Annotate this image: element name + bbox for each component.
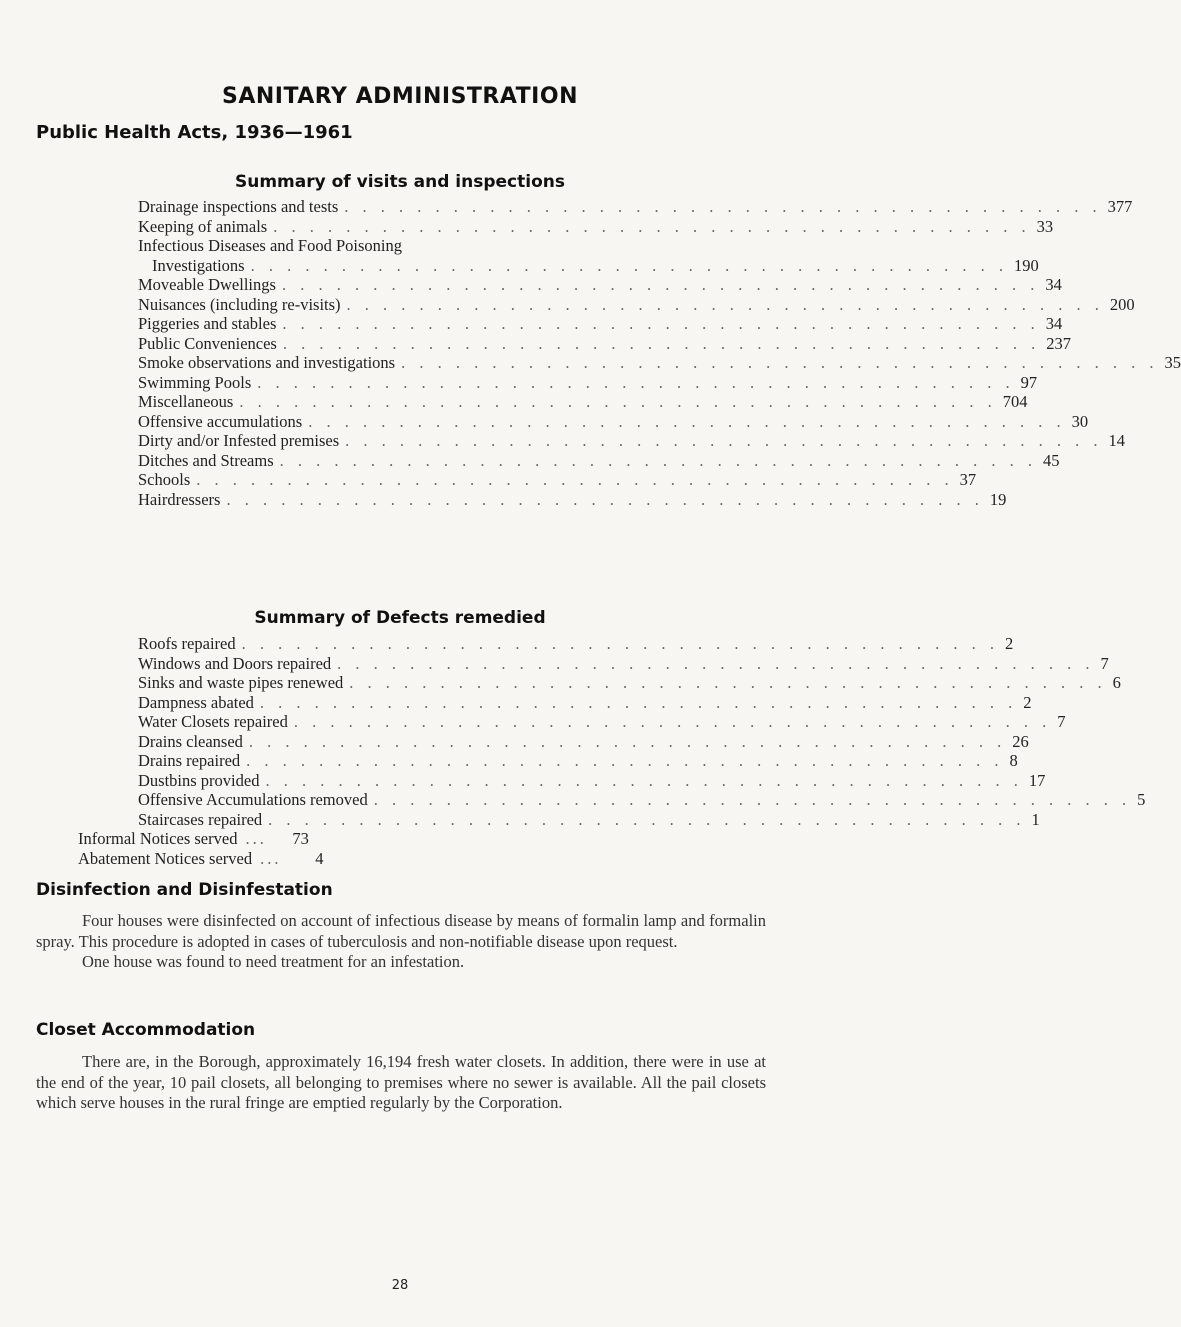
dot-leader: . . . . . . . . . . . . . . . . . . . . . . . . . . . . . . . . . . . . . . . . . . xyxy=(241,634,999,653)
list-item xyxy=(138,411,1089,432)
dot-leader: . . . . . . . . . . . . . . . . . . . . . . . . . . . . . . . . . . . . . . . . . . xyxy=(259,692,1018,712)
list-item xyxy=(138,197,1133,217)
dot-leader: . . . . . . . . . . . . . . . . . . . . . . . . . . . . . . . . . . . . . . . . . . xyxy=(346,294,1104,314)
list-item xyxy=(138,353,1181,373)
item-value: 34 xyxy=(1045,275,1062,294)
item-value: 7 xyxy=(1057,712,1066,731)
list-item xyxy=(138,809,1040,830)
item-label: Public Conveniences xyxy=(138,333,277,353)
item-value: 17 xyxy=(1028,770,1046,790)
visits-list xyxy=(138,197,1181,509)
dot-leader: . . . . . . . . . . . . . . . . . . . . . . . . . . . . . . . . . . . . . . . . . . xyxy=(279,450,1038,470)
dot-leader: . . . . . . . . . . . . . . . . . . . . . . . . . . . . . . . . . . . . . . . . . . xyxy=(281,275,1040,294)
disinfection-paragraph-2: One house was found to need treatment for an infestation. xyxy=(82,952,465,971)
dot-leader: . . . . . . . . . . . . . . . . . . . . . . . . . . . . . . . . . . . . . . . . . . xyxy=(265,770,1023,790)
item-label: Dampness abated xyxy=(138,692,254,712)
item-label: Miscellaneous xyxy=(138,392,234,411)
item-label: Staircases repaired xyxy=(138,809,263,829)
page-subtitle: Public Health Acts, 1936—1961 xyxy=(36,122,353,143)
dot-leader: . . . . . . . . . . . . . . . . . . . . . . . . . . . . . . . . . . . . . . . . . . xyxy=(401,353,1159,372)
list-item xyxy=(138,790,1146,810)
list-item xyxy=(138,431,1126,451)
dot-leader: . . . . . . . . . . . . . . . . . . . . . . . . . . . . . . . . . . . . . . . . . . xyxy=(282,314,1040,333)
item-value: 377 xyxy=(1107,197,1133,216)
dot-leader: . . . . . . . . . . . . . . . . . . . . . . . . . . . . . . . . . . . . . . . . . . xyxy=(273,216,1031,236)
dot-leader: . . . . . . . . . . . . . . . . . . . . . . . . . . . . . . . . . . . . . . . . . . xyxy=(246,751,1004,770)
item-value: 97 xyxy=(1020,372,1038,392)
page-number: 28 xyxy=(391,1278,409,1293)
notice-value: 73 xyxy=(292,829,309,848)
notices-list xyxy=(78,829,323,868)
item-value: 5 xyxy=(1137,790,1146,809)
item-label: Offensive accumulations xyxy=(138,411,303,431)
closet-heading: Closet Accommodation xyxy=(36,1020,256,1040)
item-value: 26 xyxy=(1012,731,1029,751)
list-item xyxy=(138,236,1039,275)
closet-text xyxy=(36,1052,766,1114)
list-item xyxy=(138,372,1038,393)
item-label: Windows and Doors repaired xyxy=(138,653,332,673)
item-label: Roofs repaired xyxy=(138,634,236,653)
list-item xyxy=(138,470,977,490)
dot-leader: . . . . . . . . . . . . . . . . . . . . . . . . . . . . . . . . . . . . . . . . . . xyxy=(257,372,1015,392)
dot-leader: . . . . . . . . . . . . . . . . . . . . . . . . . . . . . . . . . . . . . . . . . . xyxy=(345,431,1103,450)
item-value: 45 xyxy=(1043,450,1060,470)
dot-leader: ... xyxy=(260,848,282,868)
list-item xyxy=(138,653,1109,674)
list-item xyxy=(138,751,1018,771)
dot-leader: . . . . . . . . . . . . . . . . . . . . . . . . . . . . . . . . . . . . . . . . . . xyxy=(349,673,1107,692)
item-value: 2 xyxy=(1023,692,1032,712)
item-value: 37 xyxy=(959,470,977,489)
item-value: 200 xyxy=(1109,294,1135,314)
dot-leader: . . . . . . . . . . . . . . . . . . . . . . . . . . . . . . . . . . . . . . . . . . xyxy=(337,653,1095,673)
item-label: Piggeries and stables xyxy=(138,314,277,333)
item-value: 237 xyxy=(1046,333,1071,353)
item-value: 190 xyxy=(1013,255,1039,275)
item-label: Moveable Dwellings xyxy=(138,275,276,294)
item-label: Offensive Accumulations removed xyxy=(138,790,368,809)
item-value: 7 xyxy=(1100,653,1109,673)
notice-value: 4 xyxy=(315,848,324,868)
dot-leader: . . . . . . . . . . . . . . . . . . . . . . . . . . . . . . . . . . . . . . . . . . xyxy=(248,731,1007,751)
list-item xyxy=(138,314,1063,334)
dot-leader: . . . . . . . . . . . . . . . . . . . . . . . . . . . . . . . . . . . . . . . . . . xyxy=(293,712,1052,731)
notice-item xyxy=(78,849,323,869)
dot-leader: . . . . . . . . . . . . . . . . . . . . . . . . . . . . . . . . . . . . . . . . . . xyxy=(344,197,1102,216)
defects-list xyxy=(138,634,1146,829)
item-label: Hairdressers xyxy=(138,489,221,509)
item-label: Smoke observations and investigations xyxy=(138,353,396,372)
item-label: Keeping of animals xyxy=(138,216,268,236)
item-value: 1 xyxy=(1031,809,1040,829)
disinfection-heading: Disinfection and Disinfestation xyxy=(36,880,333,900)
item-value: 8 xyxy=(1009,751,1018,770)
list-item xyxy=(138,333,1071,354)
list-item xyxy=(138,275,1062,295)
list-item xyxy=(138,634,1014,654)
list-item xyxy=(138,673,1121,693)
item-label: Dirty and/or Infested premises xyxy=(138,431,340,450)
disinfection-paragraph-1: Four houses were disinfected on account of infectious disease by means of formalin lamp and formalin spray. This procedure is adopted in cases of tuberculosis and non-notifiable disease upon request. xyxy=(36,911,766,951)
item-value: 6 xyxy=(1112,673,1121,692)
dot-leader: . . . . . . . . . . . . . . . . . . . . . . . . . . . . . . . . . . . . . . . . . . xyxy=(239,392,997,411)
list-item xyxy=(138,731,1029,752)
dot-leader: . . . . . . . . . . . . . . . . . . . . . . . . . . . . . . . . . . . . . . . . . . xyxy=(373,790,1132,809)
item-label: Schools xyxy=(138,470,191,489)
list-item xyxy=(138,216,1054,237)
item-label: Drainage inspections and tests xyxy=(138,197,339,216)
item-label: Sinks and waste pipes renewed xyxy=(138,673,344,692)
closet-paragraph: There are, in the Borough, approximately 16,194 fresh water closets. In addition, there were in use at the end of the year, 10 pail closets, all belonging to premises where no sewer is available. All the pail closets which serve houses in the rural fringe are emptied regularly by the Corporation. xyxy=(36,1052,766,1112)
dot-leader: ... xyxy=(245,829,267,848)
dot-leader: . . . . . . . . . . . . . . . . . . . . . . . . . . . . . . . . . . . . . . . . . . xyxy=(268,809,1026,829)
item-label: Nuisances (including re-visits) xyxy=(138,294,341,314)
visits-heading: Summary of visits and inspections xyxy=(235,172,565,192)
item-label: Swimming Pools xyxy=(138,372,252,392)
item-label: Drains cleansed xyxy=(138,731,243,751)
item-label: Ditches and Streams xyxy=(138,450,274,470)
item-value: 14 xyxy=(1108,431,1126,450)
page-title: SANITARY ADMINISTRATION xyxy=(221,84,578,109)
item-value: 34 xyxy=(1045,314,1063,333)
notice-item xyxy=(78,829,323,849)
item-value: 30 xyxy=(1071,411,1089,431)
item-label: Water Closets repaired xyxy=(138,712,288,731)
dot-leader: . . . . . . . . . . . . . . . . . . . . . . . . . . . . . . . . . . . . . . . . . . xyxy=(282,333,1041,353)
item-label-continued xyxy=(138,255,1039,276)
item-label: Infectious Diseases and Food Poisoning xyxy=(138,236,402,255)
item-label: Dustbins provided xyxy=(138,770,260,790)
list-item xyxy=(138,489,1007,510)
list-item xyxy=(138,770,1046,791)
defects-heading: Summary of Defects remedied xyxy=(254,608,546,628)
notice-label: Informal Notices served xyxy=(78,829,238,848)
item-value: 33 xyxy=(1036,216,1054,236)
item-label-line-2: Investigations xyxy=(152,255,245,275)
dot-leader: . . . . . . . . . . . . . . . . . . . . . . . . . . . . . . . . . . . . . . . . . . xyxy=(308,411,1066,431)
disinfection-text xyxy=(36,911,766,973)
list-item xyxy=(138,712,1066,732)
notice-label: Abatement Notices served xyxy=(78,848,253,868)
list-item xyxy=(138,450,1060,471)
item-label: Drains repaired xyxy=(138,751,241,770)
list-item xyxy=(138,392,1028,412)
list-item xyxy=(138,294,1135,315)
dot-leader: . . . . . . . . . . . . . . . . . . . . . . . . . . . . . . . . . . . . . . . . . . xyxy=(250,255,1008,275)
dot-leader: . . . . . . . . . . . . . . . . . . . . . . . . . . . . . . . . . . . . . . . . . . xyxy=(196,470,954,489)
item-value: 35 xyxy=(1164,353,1181,372)
item-value: 19 xyxy=(989,489,1007,509)
list-item xyxy=(138,692,1032,713)
item-value: 704 xyxy=(1002,392,1028,411)
dot-leader: . . . . . . . . . . . . . . . . . . . . . . . . . . . . . . . . . . . . . . . . . . xyxy=(226,489,984,509)
item-value: 2 xyxy=(1004,634,1014,653)
